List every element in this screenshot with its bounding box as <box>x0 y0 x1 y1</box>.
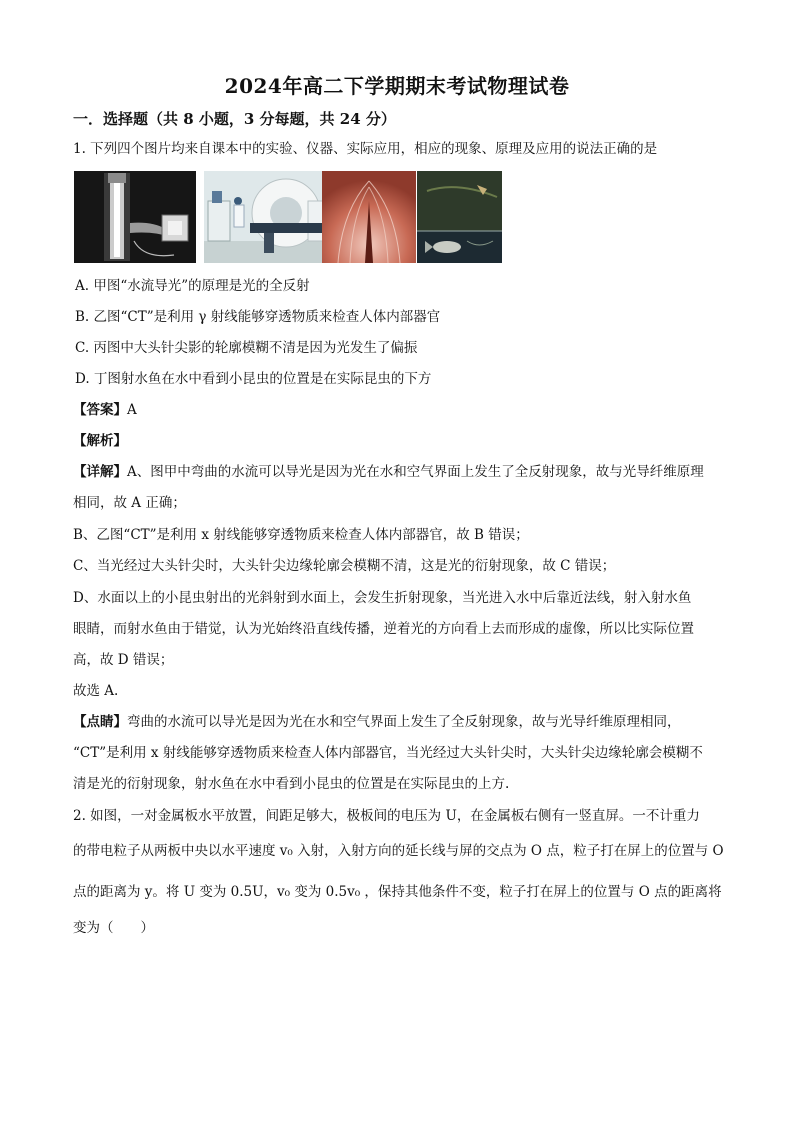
section-heading: 一．选择题（共 8 小题，3 分每题，共 24 分） <box>73 110 396 128</box>
figure-water-light-guide <box>74 171 196 263</box>
q1-option-a: A. 甲图“水流导光”的原理是光的全反射 <box>75 278 310 294</box>
q1-detail-line: 【详解】A、图甲中弯曲的水流可以导光是因为光在水和空气界面上发生了全反射现象，故与光导纤维原理 <box>73 464 704 480</box>
q1-detail-line: B、乙图“CT”是利用 x 射线能够穿透物质来检查人体内部器官，故 B 错误； <box>73 527 529 543</box>
q1-detail-line: 高，故 D 错误； <box>73 652 174 668</box>
figure-archer-fish <box>417 171 502 263</box>
q1-answer: 【答案】A <box>73 402 137 418</box>
q1-detail-line: 故选 A. <box>73 683 119 699</box>
q2-line: 点的距离为 y。将 U 变为 0.5U，v₀ 变为 0.5v₀ ，保持其他条件不变，粒子打在屏上的位置与 O 点的距离将 <box>73 884 722 900</box>
q1-detail-line: D、水面以上的小昆虫射出的光斜射到水面上，会发生折射现象，当光进入水中后靠近法线，射入射水鱼 <box>73 590 692 606</box>
q1-comment-line: 【点睛】弯曲的水流可以导光是因为光在水和空气界面上发生了全反射现象，故与光导纤维原理相同， <box>73 714 681 730</box>
question-1-stem: 1. 下列四个图片均来自课本中的实验、仪器、实际应用，相应的现象、原理及应用的说法正确的是 <box>73 141 658 157</box>
q2-line: 的带电粒子从两板中央以水平速度 v₀ 入射，入射方向的延长线与屏的交点为 O 点，粒子打在屏上的位置与 O <box>73 843 724 859</box>
q1-comment-line: “CT”是利用 x 射线能够穿透物质来检查人体内部器官，当光经过大头针尖时，大头针尖边缘轮廓会模糊不 <box>73 745 703 761</box>
q1-comment-line: 清是光的衍射现象，射水鱼在水中看到小昆虫的位置是在实际昆虫的上方. <box>73 776 510 792</box>
figure-pin-shadow <box>322 171 416 263</box>
q2-line: 2. 如图，一对金属板水平放置，间距足够大，极板间的电压为 U，在金属板右侧有一竖直屏。一不计重力 <box>73 808 700 824</box>
q1-detail-line: 相同，故 A 正确； <box>73 495 186 511</box>
q1-option-d: D. 丁图射水鱼在水中看到小昆虫的位置是在实际昆虫的下方 <box>75 371 432 387</box>
q1-option-b: B. 乙图“CT”是利用 γ 射线能够穿透物质来检查人体内部器官 <box>75 309 441 325</box>
q1-detail-line: C、当光经过大头针尖时，大头针尖边缘轮廓会模糊不清，这是光的衍射现象，故 C 错误； <box>73 558 616 574</box>
q1-detail-line: 眼睛，而射水鱼由于错觉，认为光始终沿直线传播，逆着光的方向看上去而形成的虚像，所以比实际位置 <box>73 621 694 637</box>
q1-analysis-label: 【解析】 <box>73 433 127 449</box>
q2-line: 变为（ ） <box>73 920 154 936</box>
page-title: 2024年高二下学期期末考试物理试卷 <box>224 74 570 98</box>
q1-option-c: C. 丙图中大头针尖影的轮廓模糊不清是因为光发生了偏振 <box>75 340 418 356</box>
